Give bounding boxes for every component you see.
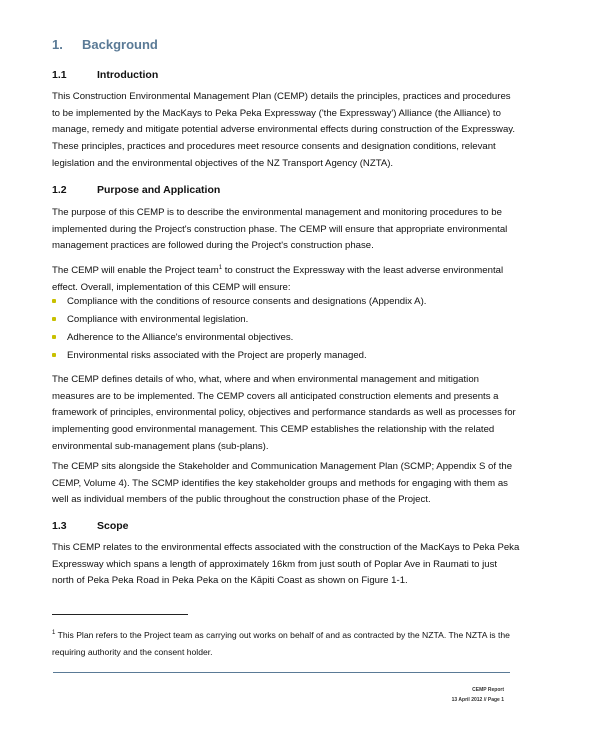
text-line: requiring authority and the consent holder. (52, 646, 213, 657)
paragraph-introduction (52, 89, 515, 173)
text-line: This CEMP relates to the environmental effects associated with the construction of the MacKays to Peka Peka (52, 542, 520, 553)
subheading-purpose (52, 184, 221, 196)
text-line: framework of principles, environmental policy, objectives and performance standards as well as processes for (52, 407, 516, 419)
list-item-text: Compliance with the conditions of resource consents and designations (Appendix A). (67, 296, 427, 307)
footnote-divider (52, 614, 188, 615)
text-line: management practices are followed during the Project's construction phase. (52, 240, 374, 252)
list-item (52, 329, 426, 347)
text-line: These principles, practices and procedures meet resource consents and designation conditions, relevant (52, 141, 496, 153)
text-line: This Construction Environmental Management Plan (CEMP) details the principles, practices and procedures (52, 91, 511, 102)
text-line: legislation and the environmental objectives of the NZ Transport Agency (NZTA). (52, 157, 394, 169)
paragraph-enable (52, 260, 503, 297)
text-line: effect. Overall, implementation of this CEMP will ensure: (52, 281, 291, 293)
subheading-title: Introduction (97, 69, 159, 81)
bullet-list (52, 293, 426, 365)
text-line: to be implemented by the MacKays to Peka Peka Expressway ('the Expressway') Alliance (the Alliance) to (52, 107, 501, 119)
section-heading-background (52, 37, 158, 52)
bullet-icon (52, 299, 56, 303)
footnote-marker: 1 (52, 630, 56, 636)
bullet-icon (52, 353, 56, 357)
list-item (52, 347, 426, 365)
footer-title: CEMP Report (472, 687, 504, 693)
subheading-scope (52, 520, 129, 532)
text: to construct the Expressway with the least adverse environmental (222, 265, 504, 277)
list-item-text: Adherence to the Alliance's environmental objectives. (67, 332, 294, 343)
text-line: The CEMP defines details of who, what, where and when environmental management and mitigation (52, 374, 479, 385)
text: This Plan refers to the Project team as carrying out works on behalf of and as contracted by the NZTA. The NZTA is the (55, 629, 510, 640)
bullet-icon (52, 335, 56, 339)
subheading-number: 1.3 (52, 520, 67, 532)
footnote (52, 625, 510, 660)
footer-date-page: 13 April 2012 // Page 1 (451, 697, 504, 703)
heading-title: Background (82, 37, 158, 52)
text-line: north of Peka Peka Road in Peka Peka on the Kāpiti Coast as shown on Figure 1-1. (52, 575, 408, 587)
subheading-number: 1.1 (52, 69, 67, 81)
list-item (52, 293, 426, 311)
text-line: environmental sub-management plans (sub-plans). (52, 440, 269, 452)
list-item-text: Environmental risks associated with the Project are properly managed. (67, 350, 367, 361)
paragraph-scope (52, 540, 519, 590)
footnote-ref-link[interactable]: 1 (218, 265, 223, 271)
subheading-introduction (52, 69, 159, 81)
text-line: measures are to be implemented. The CEMP covers all anticipated construction elements and presents a (52, 390, 499, 402)
subheading-title: Scope (97, 520, 129, 532)
footer-divider (53, 672, 510, 673)
bullet-icon (52, 317, 56, 321)
paragraph-scmp (52, 459, 512, 509)
text-line: The purpose of this CEMP is to describe the environmental management and monitoring procedures to be (52, 207, 502, 218)
text: The CEMP will enable the Project team (52, 265, 219, 277)
subheading-number: 1.2 (52, 184, 67, 196)
text-line: implementing good environmental management. This CEMP establishes the relationship with the related (52, 424, 495, 436)
text-line: well as individual members of the public throughout the construction phase of the Project. (52, 494, 431, 506)
text-line: implemented during the Project's construction phase. The CEMP will ensure that appropriate environmental (52, 223, 508, 235)
heading-number: 1. (52, 37, 63, 52)
text-line: The CEMP sits alongside the Stakeholder and Communication Management Plan (SCMP; Appendix S of the (52, 461, 513, 472)
list-item (52, 311, 426, 329)
paragraph-defines (52, 372, 516, 456)
subheading-title: Purpose and Application (97, 184, 221, 196)
text-line: Expressway which spans a length of approximately 16km from just south of Poplar Ave in Raumati to just (52, 558, 498, 570)
list-item-text: Compliance with environmental legislation. (67, 314, 249, 325)
text-line: manage, remedy and mitigate potential adverse environmental effects during construction of the Expressway. (52, 124, 516, 136)
text-line: CEMP, Volume 4). The SCMP identifies the key stakeholder groups and methods for engaging with them as (52, 477, 508, 489)
paragraph-purpose (52, 205, 507, 255)
